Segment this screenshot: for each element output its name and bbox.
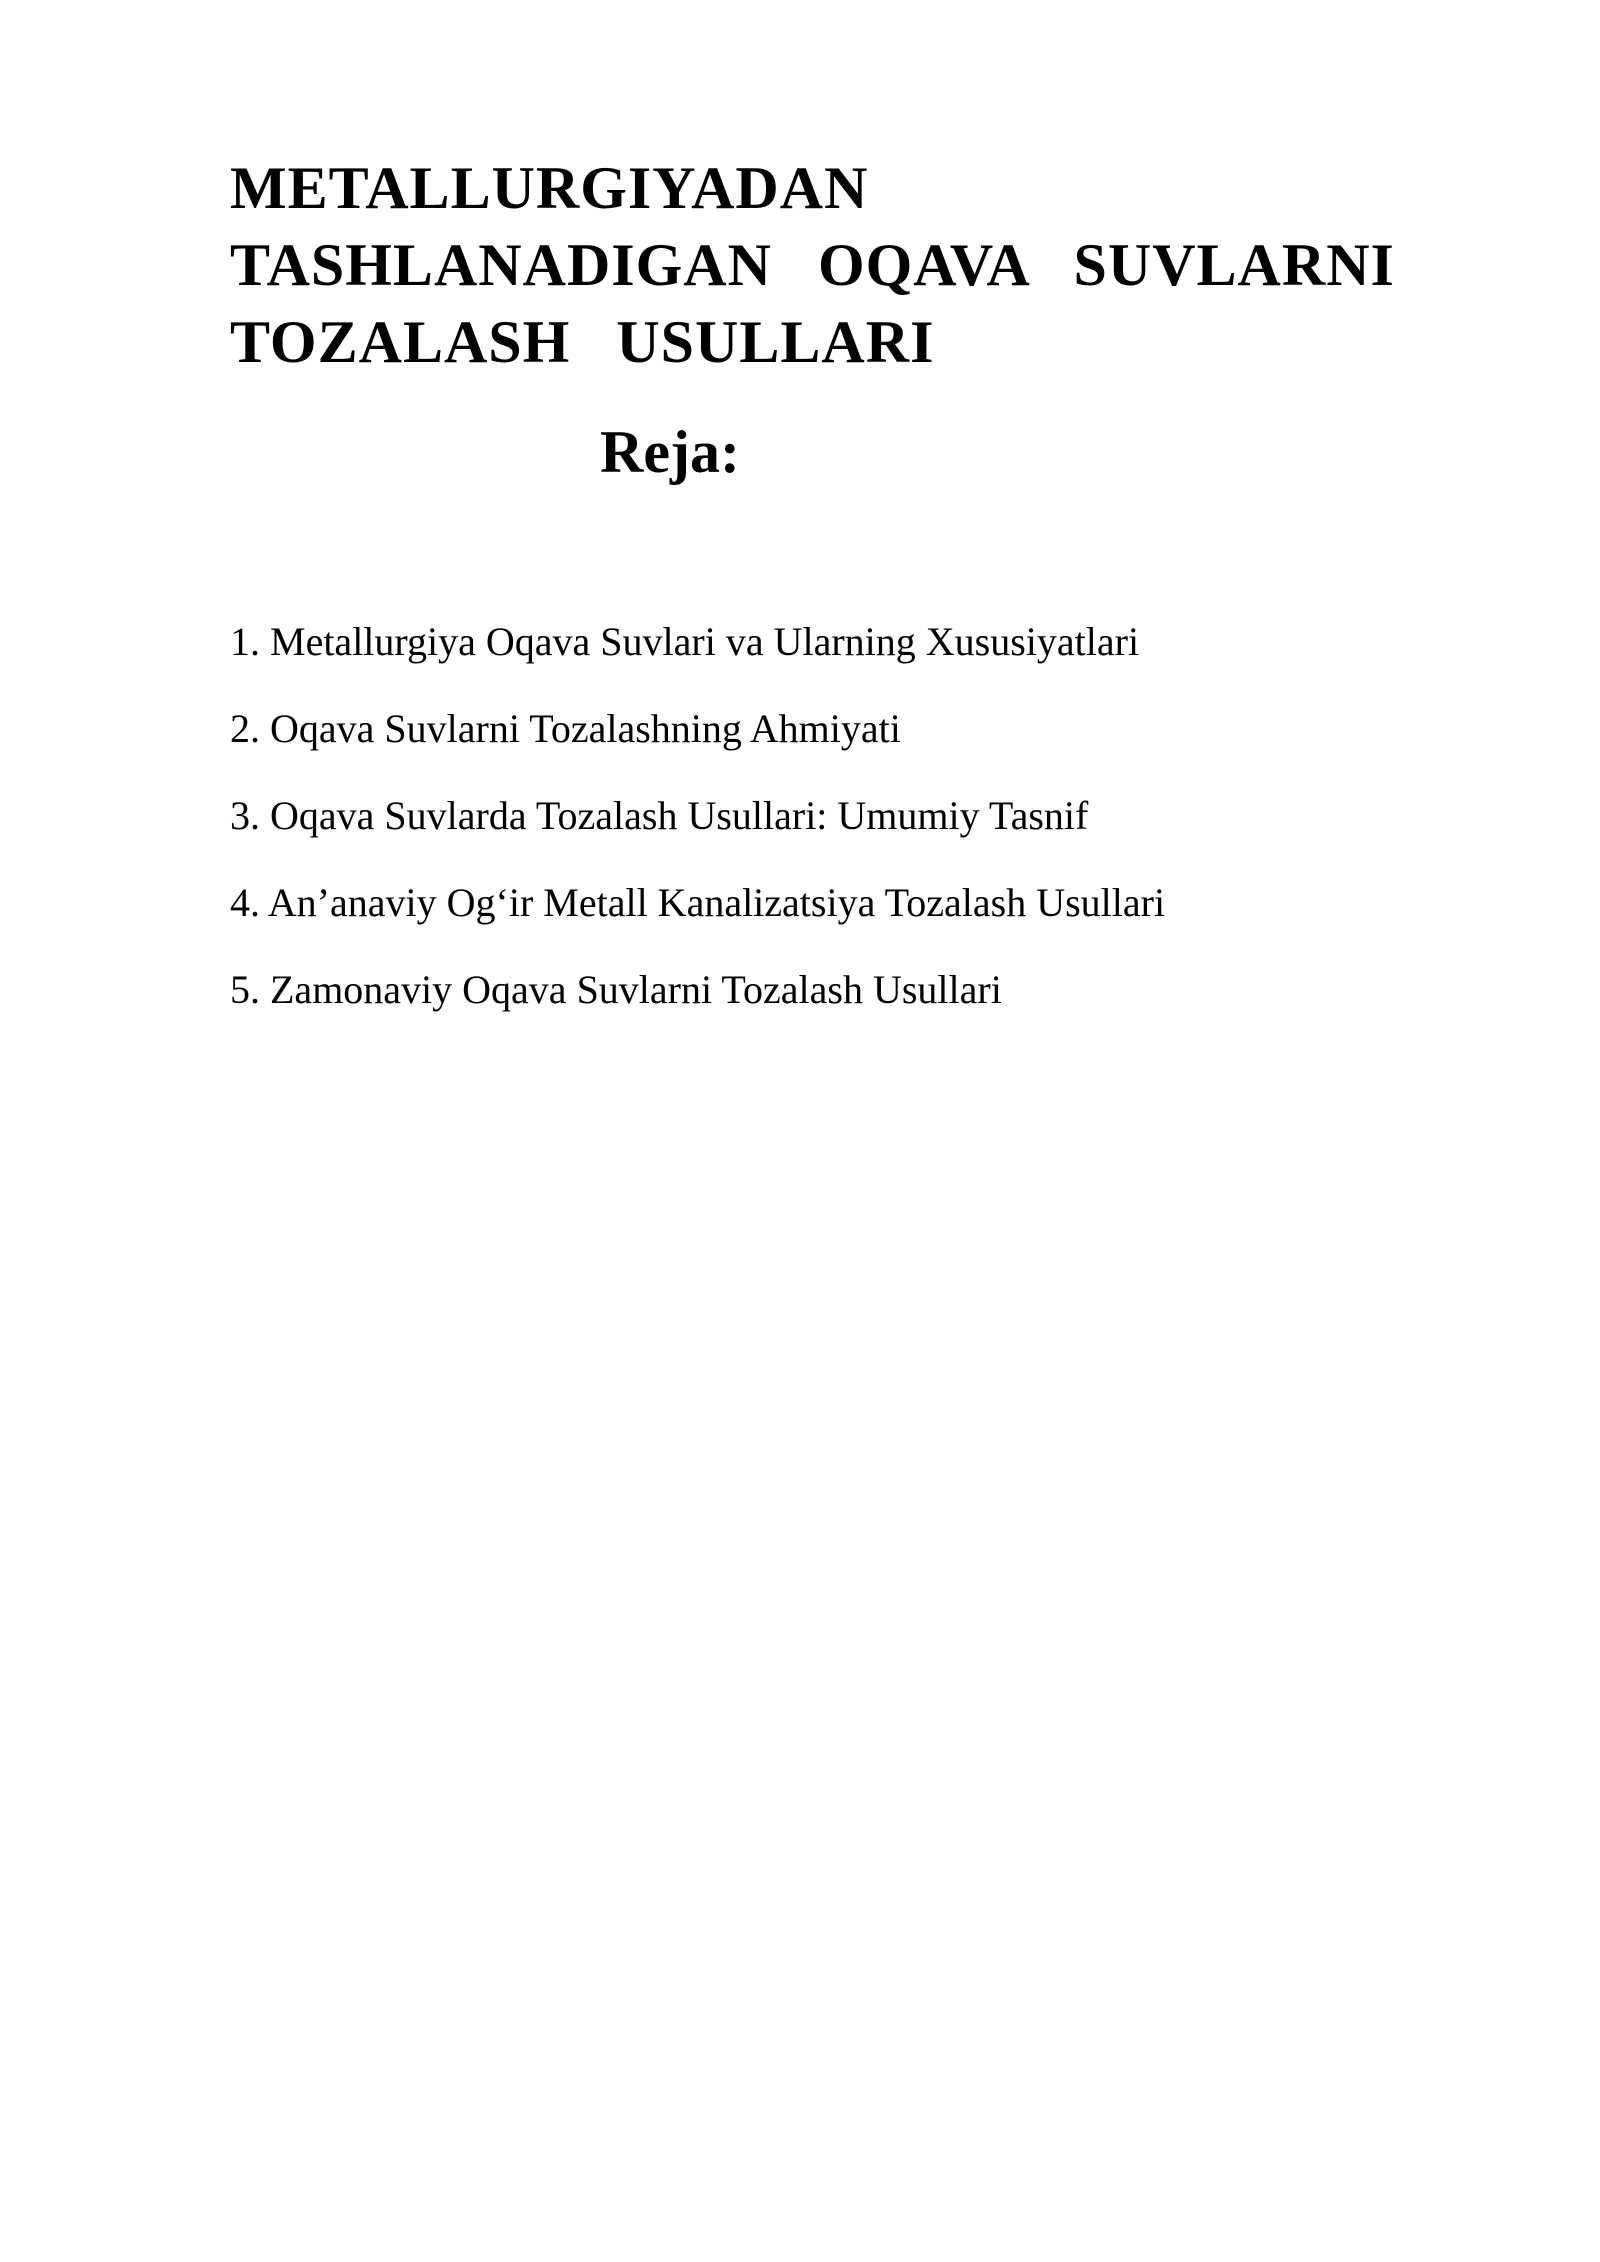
plan-list — [230, 610, 1165, 1045]
title-line-2: TASHLANADIGAN OQAVA SUVLARNI — [230, 232, 1395, 298]
plan-item-1: 1. Metallurgiya Oqava Suvlari va Ularning Xususiyatlari — [230, 619, 1140, 664]
plan-item-5: 5. Zamonaviy Oqava Suvlarni Tozalash Usullari — [230, 967, 1002, 1012]
title-line-3: TOZALASH USULLARI — [230, 309, 935, 375]
plan-item-2: 2. Oqava Suvlarni Tozalashning Ahmiyati — [230, 706, 901, 751]
plan-item-3: 3. Oqava Suvlarda Tozalash Usullari: Umumiy Tasnif — [230, 793, 1089, 838]
document-title — [230, 150, 1430, 381]
title-line-1: METALLURGIYADAN — [230, 155, 869, 221]
plan-heading: Reja: — [600, 419, 740, 485]
plan-item-4: 4. An’anaviy Og‘ir Metall Kanalizatsiya Tozalash Usullari — [230, 880, 1166, 925]
